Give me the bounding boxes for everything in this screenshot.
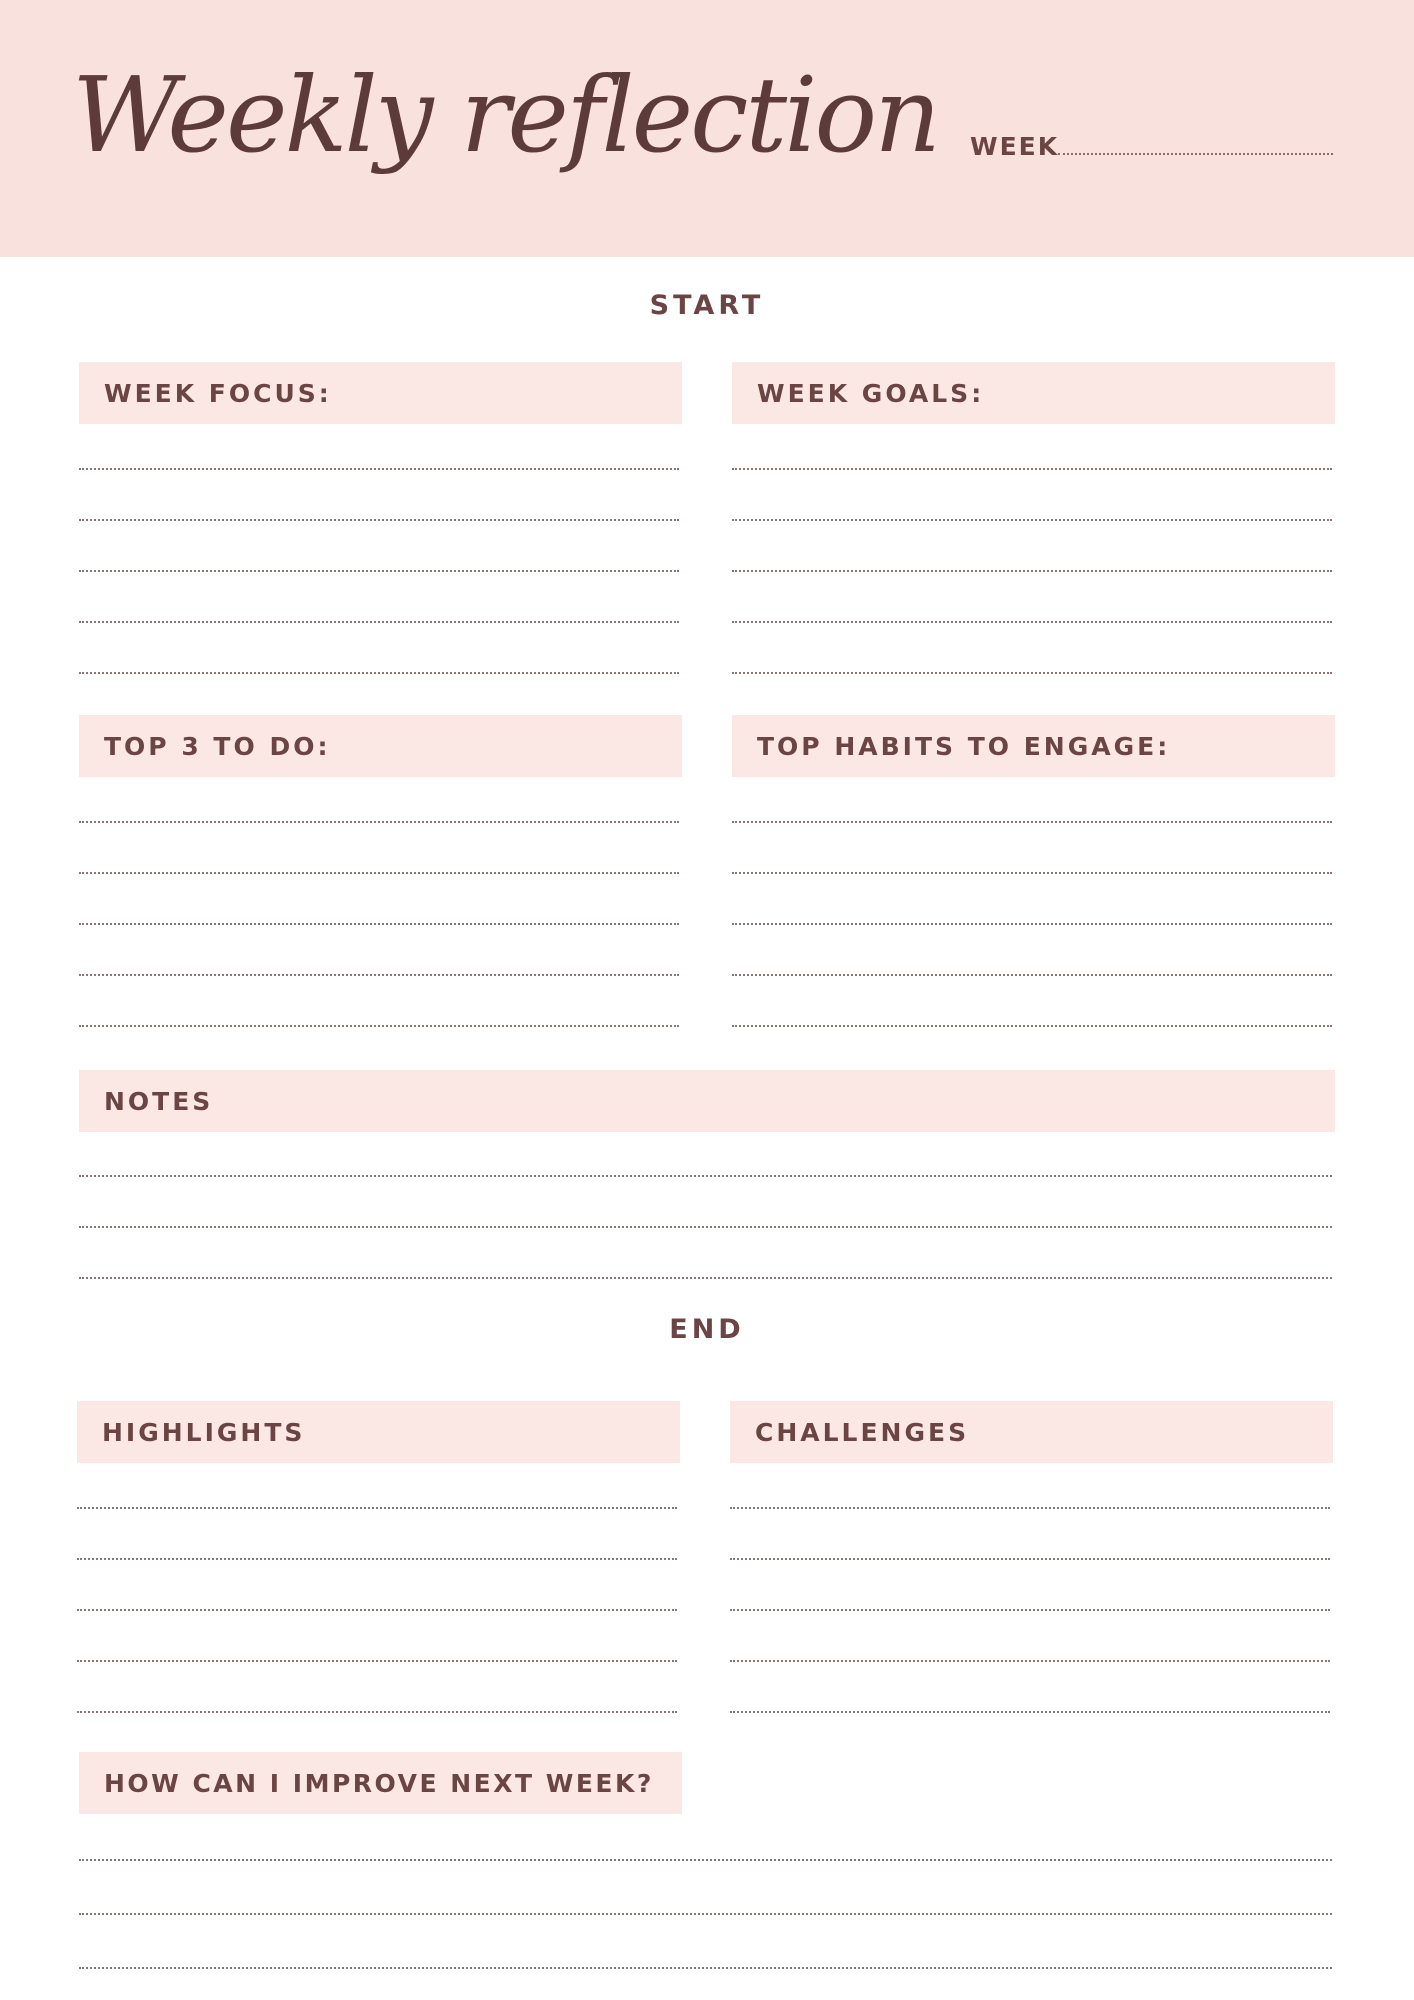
top-3-to-do-line[interactable]	[79, 1025, 679, 1027]
top-habits-line[interactable]	[732, 1025, 1332, 1027]
week-goals-line[interactable]	[732, 621, 1332, 623]
challenges-line[interactable]	[730, 1609, 1330, 1611]
week-input-line[interactable]	[1058, 153, 1333, 155]
top-3-to-do-line[interactable]	[79, 821, 679, 823]
notes-label: NOTES	[104, 1086, 214, 1116]
challenges-line[interactable]	[730, 1558, 1330, 1560]
top-3-to-do-label: TOP 3 TO DO:	[104, 731, 331, 761]
highlights-line[interactable]	[77, 1609, 677, 1611]
top-habits-line[interactable]	[732, 923, 1332, 925]
week-goals-line[interactable]	[732, 519, 1332, 521]
week-goals-line[interactable]	[732, 570, 1332, 572]
week-goals-line[interactable]	[732, 468, 1332, 470]
week-label: WEEK	[970, 132, 1060, 161]
improve-line[interactable]	[79, 1967, 1332, 1969]
top-habits-line[interactable]	[732, 974, 1332, 976]
improve-label: HOW CAN I IMPROVE NEXT WEEK?	[104, 1768, 654, 1798]
header-banner	[0, 0, 1414, 257]
top-3-to-do-line[interactable]	[79, 872, 679, 874]
improve-header	[79, 1752, 682, 1814]
week-goals-line[interactable]	[732, 672, 1332, 674]
highlights-line[interactable]	[77, 1711, 677, 1713]
highlights-line[interactable]	[77, 1660, 677, 1662]
top-habits-line[interactable]	[732, 821, 1332, 823]
week-focus-header	[79, 362, 682, 424]
top-3-to-do-header	[79, 715, 682, 777]
notes-line[interactable]	[79, 1226, 1332, 1228]
week-goals-header	[732, 362, 1335, 424]
notes-header	[79, 1070, 1335, 1132]
improve-line[interactable]	[79, 1913, 1332, 1915]
top-habits-line[interactable]	[732, 872, 1332, 874]
week-focus-line[interactable]	[79, 519, 679, 521]
top-3-to-do-line[interactable]	[79, 923, 679, 925]
highlights-header	[77, 1401, 680, 1463]
highlights-line[interactable]	[77, 1507, 677, 1509]
week-goals-label: WEEK GOALS:	[757, 378, 985, 408]
end-section-title: END	[669, 1314, 745, 1345]
notes-line[interactable]	[79, 1277, 1332, 1279]
top-3-to-do-line[interactable]	[79, 974, 679, 976]
challenges-line[interactable]	[730, 1711, 1330, 1713]
week-focus-line[interactable]	[79, 570, 679, 572]
start-section-title: START	[649, 290, 765, 321]
challenges-label: CHALLENGES	[755, 1417, 970, 1447]
week-focus-line[interactable]	[79, 621, 679, 623]
top-habits-header	[732, 715, 1335, 777]
challenges-line[interactable]	[730, 1660, 1330, 1662]
improve-line[interactable]	[79, 1859, 1332, 1861]
challenges-line[interactable]	[730, 1507, 1330, 1509]
highlights-label: HIGHLIGHTS	[102, 1417, 306, 1447]
notes-line[interactable]	[79, 1175, 1332, 1177]
week-focus-label: WEEK FOCUS:	[104, 378, 332, 408]
top-habits-label: TOP HABITS TO ENGAGE:	[757, 731, 1171, 761]
page-title: Weekly reflection	[72, 54, 939, 176]
challenges-header	[730, 1401, 1333, 1463]
week-focus-line[interactable]	[79, 672, 679, 674]
highlights-line[interactable]	[77, 1558, 677, 1560]
week-focus-line[interactable]	[79, 468, 679, 470]
